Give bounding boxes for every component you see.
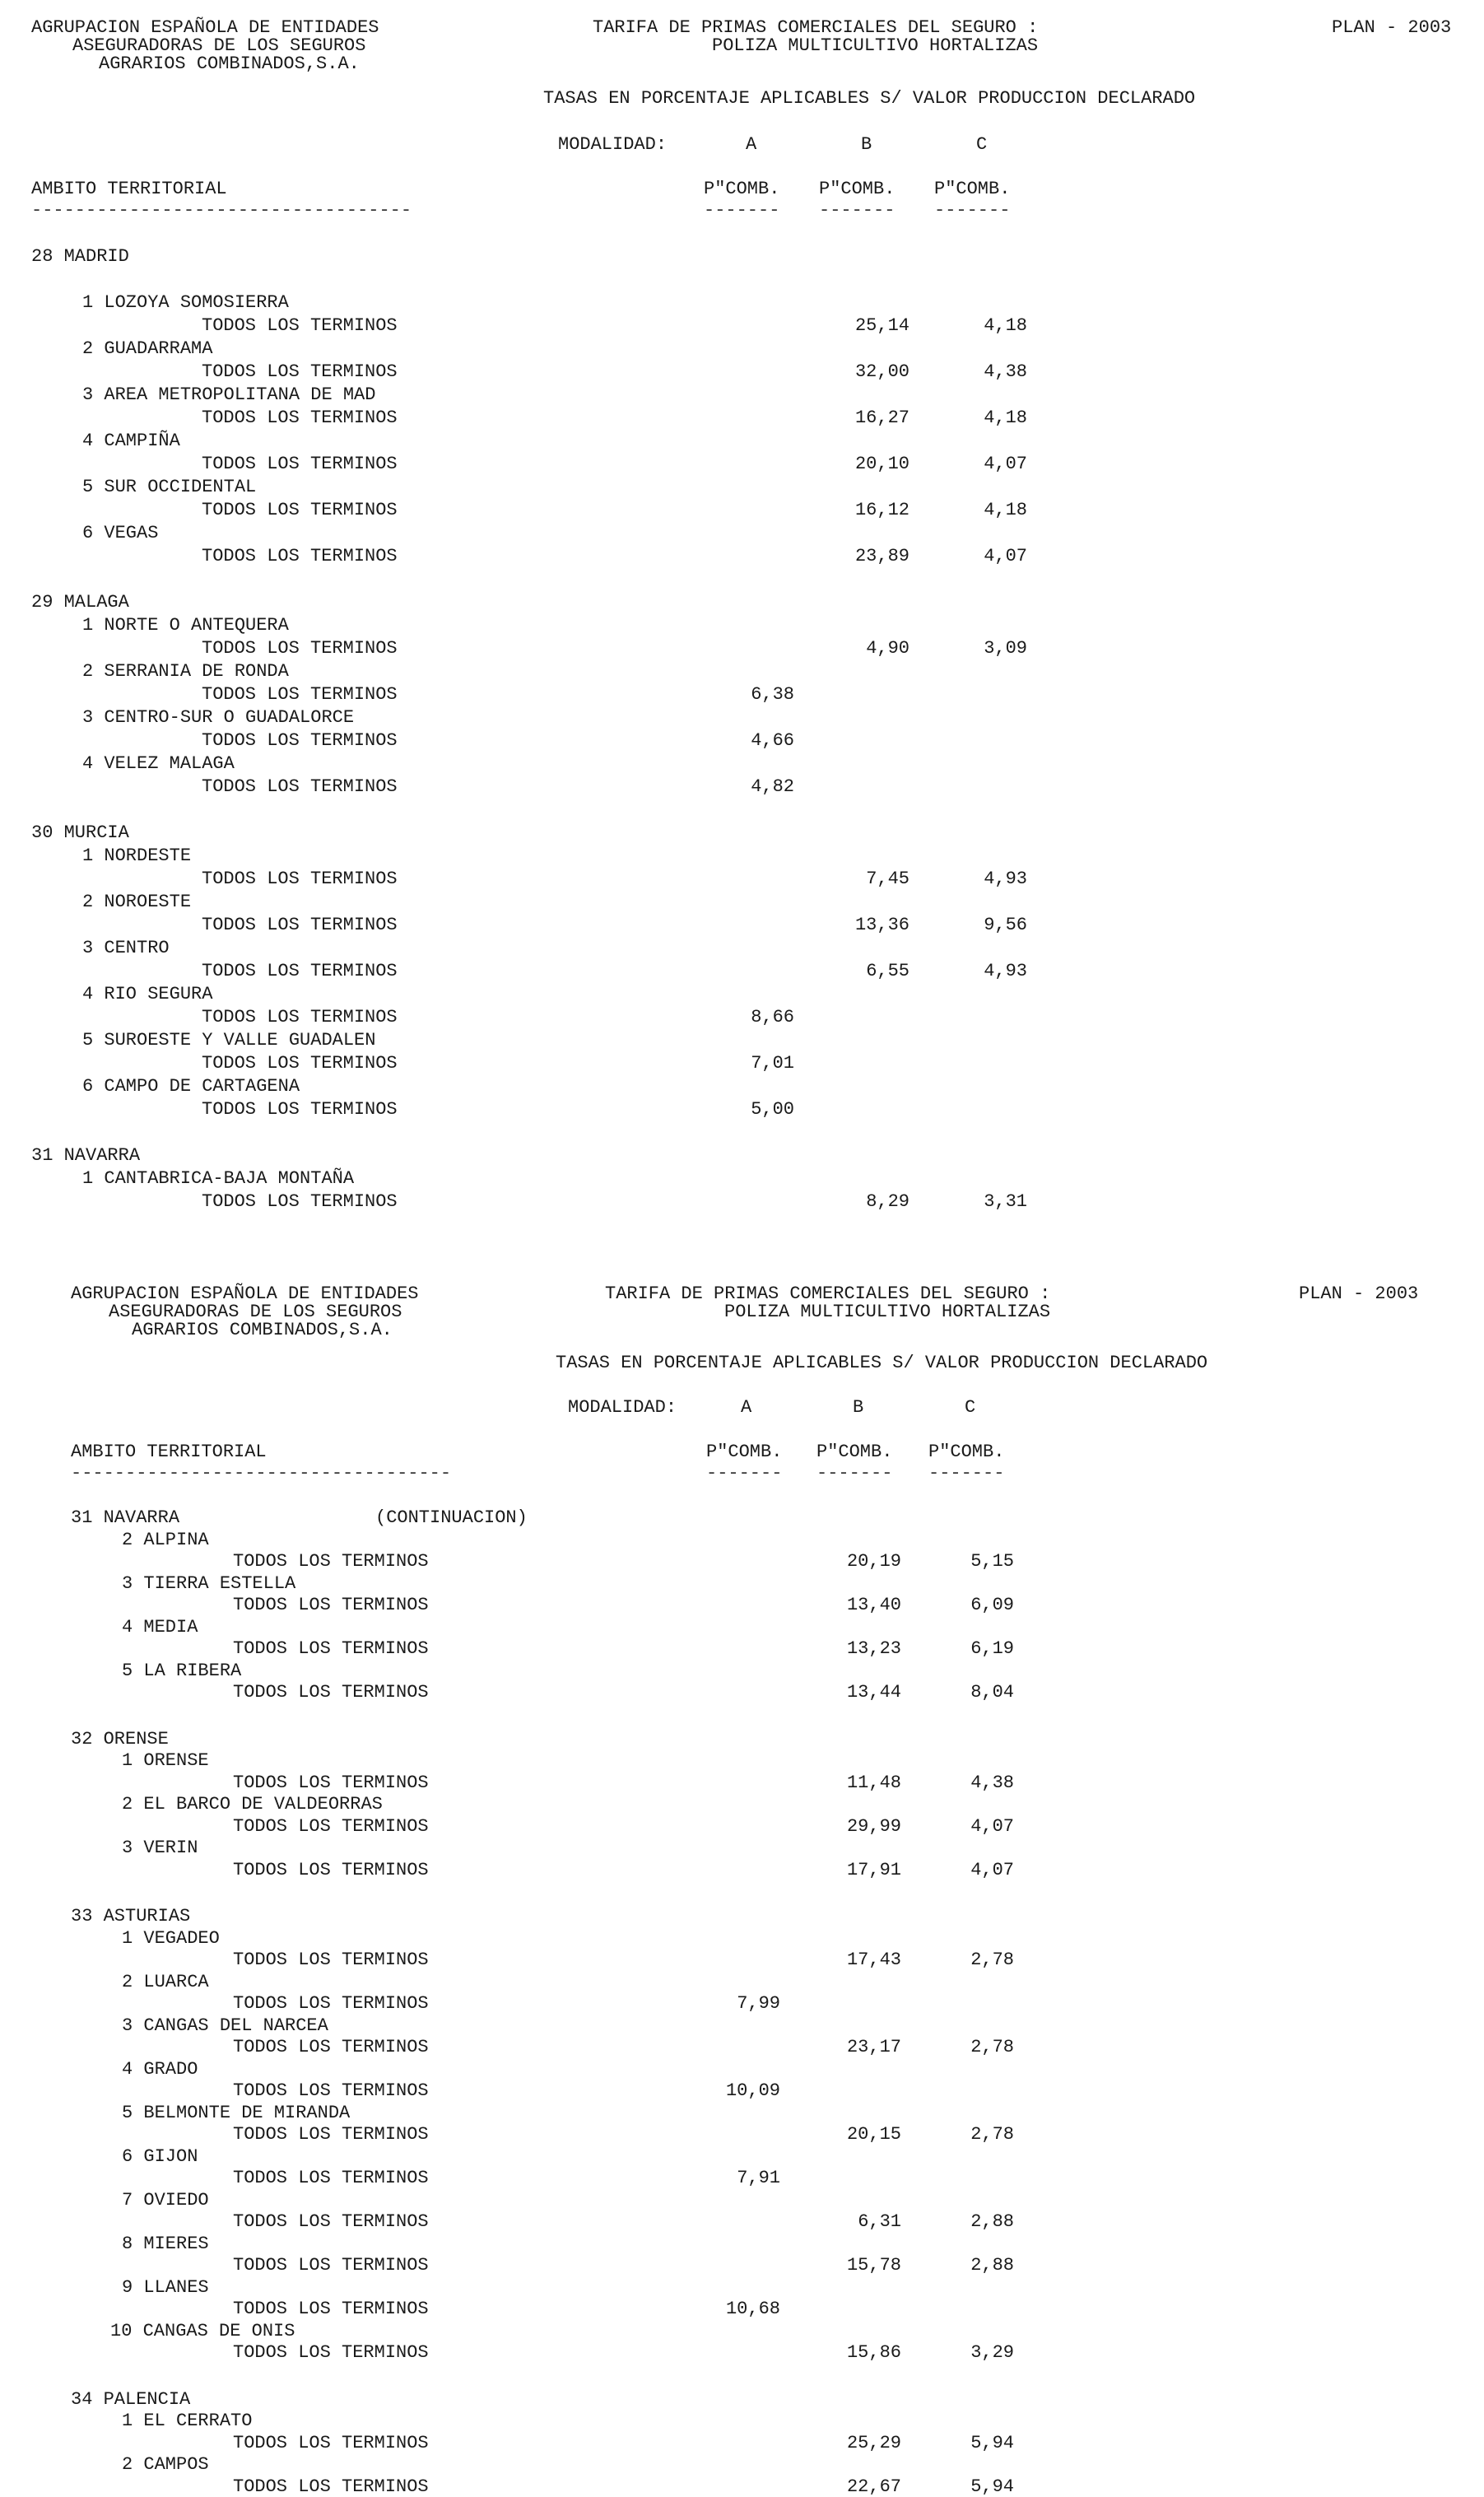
rate-modalidad-c: 2,88 xyxy=(970,2211,1014,2232)
rate-modalidad-b: 13,23 xyxy=(846,1638,901,1659)
province-heading: 33 ASTURIAS xyxy=(71,1906,191,1926)
rate-modalidad-c: 2,88 xyxy=(970,2255,1014,2276)
rate-modalidad-c: 4,07 xyxy=(970,1815,1014,1837)
column-header: P"COMB. xyxy=(704,179,780,199)
rate-modalidad-b: 23,17 xyxy=(846,2037,901,2057)
rate-modalidad-b: 17,91 xyxy=(846,1859,901,1880)
termino-label: TODOS LOS TERMINOS xyxy=(233,1595,429,1615)
column-divider: ------- xyxy=(816,1463,893,1484)
rate-modalidad-b: 7,45 xyxy=(866,869,909,889)
termino-label: TODOS LOS TERMINOS xyxy=(233,1815,429,1837)
termino-label: TODOS LOS TERMINOS xyxy=(233,1993,429,2014)
rate-modalidad-b: 20,19 xyxy=(846,1551,901,1572)
rate-modalidad-a: 10,09 xyxy=(725,2080,780,2101)
rate-modalidad-b: 32,00 xyxy=(854,361,909,382)
rate-modalidad-c: 4,07 xyxy=(970,1859,1014,1880)
rate-modalidad-c: 2,78 xyxy=(970,2124,1014,2145)
comarca-name: 6 VEGAS xyxy=(82,523,159,543)
comarca-name: 10 CANGAS DE ONIS xyxy=(110,2320,295,2341)
modalidad-c: C xyxy=(965,1397,976,1418)
rate-modalidad-c: 9,56 xyxy=(984,915,1027,935)
rate-modalidad-c: 4,18 xyxy=(984,500,1027,520)
rate-modalidad-b: 17,43 xyxy=(846,1950,901,1970)
column-divider: ------- xyxy=(704,200,780,221)
org-name-line: ASEGURADORAS DE LOS SEGUROS xyxy=(109,1302,402,1322)
rate-modalidad-b: 20,10 xyxy=(854,454,909,474)
rate-modalidad-b: 11,48 xyxy=(846,1772,901,1793)
rate-modalidad-b: 15,86 xyxy=(846,2342,901,2363)
rate-modalidad-b: 25,14 xyxy=(854,315,909,336)
rate-modalidad-c: 3,29 xyxy=(970,2342,1014,2363)
column-header: P"COMB. xyxy=(819,179,896,199)
comarca-name: 4 VELEZ MALAGA xyxy=(82,753,235,774)
plan-year: PLAN - 2003 xyxy=(1299,1283,1419,1304)
comarca-name: 6 GIJON xyxy=(122,2145,198,2167)
rate-modalidad-a: 4,82 xyxy=(751,776,794,797)
comarca-name: 2 SERRANIA DE RONDA xyxy=(82,661,289,682)
termino-label: TODOS LOS TERMINOS xyxy=(202,500,398,520)
rate-modalidad-b: 29,99 xyxy=(846,1815,901,1837)
termino-label: TODOS LOS TERMINOS xyxy=(233,2255,429,2276)
termino-label: TODOS LOS TERMINOS xyxy=(202,961,398,981)
org-name-line: AGRARIOS COMBINADOS,S.A. xyxy=(132,1320,393,1340)
termino-label: TODOS LOS TERMINOS xyxy=(202,730,398,751)
document-title: TARIFA DE PRIMAS COMERCIALES DEL SEGURO : xyxy=(605,1283,1051,1304)
modalidad-a: A xyxy=(741,1397,752,1418)
rate-modalidad-c: 5,15 xyxy=(970,1551,1014,1572)
termino-label: TODOS LOS TERMINOS xyxy=(233,2211,429,2232)
rate-modalidad-a: 7,01 xyxy=(751,1053,794,1074)
termino-label: TODOS LOS TERMINOS xyxy=(202,315,398,336)
termino-label: TODOS LOS TERMINOS xyxy=(233,2476,429,2497)
termino-label: TODOS LOS TERMINOS xyxy=(233,1859,429,1880)
column-divider: ------- xyxy=(934,200,1011,221)
comarca-name: 1 EL CERRATO xyxy=(122,2411,253,2431)
termino-label: TODOS LOS TERMINOS xyxy=(233,1950,429,1970)
rate-modalidad-c: 3,09 xyxy=(984,638,1027,659)
column-divider: ------- xyxy=(706,1463,783,1484)
modalidad-label: MODALIDAD: xyxy=(558,134,668,155)
termino-label: TODOS LOS TERMINOS xyxy=(233,2168,429,2188)
termino-label: TODOS LOS TERMINOS xyxy=(202,915,398,935)
column-header: P"COMB. xyxy=(816,1442,893,1462)
column-header: P"COMB. xyxy=(928,1442,1005,1462)
comarca-name: 4 CAMPIÑA xyxy=(82,431,180,451)
rate-modalidad-b: 23,89 xyxy=(854,546,909,566)
rate-modalidad-b: 16,12 xyxy=(854,500,909,520)
comarca-name: 2 GUADARRAMA xyxy=(82,338,213,359)
termino-label: TODOS LOS TERMINOS xyxy=(233,1551,429,1572)
rate-modalidad-a: 8,66 xyxy=(751,1007,794,1027)
rate-modalidad-a: 4,66 xyxy=(751,730,794,751)
comarca-name: 1 NORDESTE xyxy=(82,846,192,866)
org-name-line: ASEGURADORAS DE LOS SEGUROS xyxy=(72,35,366,56)
plan-year: PLAN - 2003 xyxy=(1332,17,1452,38)
termino-label: TODOS LOS TERMINOS xyxy=(233,2299,429,2319)
document-title: TARIFA DE PRIMAS COMERCIALES DEL SEGURO : xyxy=(593,17,1039,38)
province-heading: 31 NAVARRA xyxy=(31,1145,141,1166)
column-divider: ------- xyxy=(928,1463,1005,1484)
termino-label: TODOS LOS TERMINOS xyxy=(202,684,398,705)
termino-label: TODOS LOS TERMINOS xyxy=(202,1191,398,1212)
modalidad-c: C xyxy=(976,134,988,155)
termino-label: TODOS LOS TERMINOS xyxy=(233,1772,429,1793)
rate-modalidad-c: 2,78 xyxy=(970,1950,1014,1970)
comarca-name: 3 CENTRO-SUR O GUADALORCE xyxy=(82,707,355,728)
province-heading: 34 PALENCIA xyxy=(71,2388,191,2410)
column-header: P"COMB. xyxy=(934,179,1011,199)
comarca-name: 2 ALPINA xyxy=(122,1529,209,1550)
province-heading: 29 MALAGA xyxy=(31,592,129,613)
rate-modalidad-b: 13,36 xyxy=(854,915,909,935)
comarca-name: 4 MEDIA xyxy=(122,1616,198,1637)
rate-modalidad-c: 3,31 xyxy=(984,1191,1027,1212)
rate-modalidad-a: 7,91 xyxy=(737,2168,780,2188)
org-name-line: AGRUPACION ESPAÑOLA DE ENTIDADES xyxy=(31,17,379,38)
subtitle: TASAS EN PORCENTAJE APLICABLES S/ VALOR PRODUCCION DECLARADO xyxy=(556,1353,1208,1373)
rate-modalidad-c: 5,94 xyxy=(970,2432,1014,2453)
rate-modalidad-c: 6,19 xyxy=(970,1638,1014,1659)
rate-modalidad-b: 13,40 xyxy=(846,1595,901,1615)
termino-label: TODOS LOS TERMINOS xyxy=(233,2080,429,2101)
comarca-name: 4 RIO SEGURA xyxy=(82,984,213,1004)
rate-modalidad-c: 4,07 xyxy=(984,546,1027,566)
rate-modalidad-c: 4,07 xyxy=(984,454,1027,474)
termino-label: TODOS LOS TERMINOS xyxy=(202,776,398,797)
province-heading: 32 ORENSE xyxy=(71,1728,169,1749)
comarca-name: 5 BELMONTE DE MIRANDA xyxy=(122,2102,351,2123)
termino-label: TODOS LOS TERMINOS xyxy=(202,1099,398,1120)
continuation-note: (CONTINUACION) xyxy=(375,1507,528,1528)
rate-modalidad-c: 4,93 xyxy=(984,961,1027,981)
rate-modalidad-c: 4,93 xyxy=(984,869,1027,889)
rate-modalidad-c: 4,38 xyxy=(970,1772,1014,1793)
comarca-name: 3 AREA METROPOLITANA DE MAD xyxy=(82,384,376,405)
rate-modalidad-b: 25,29 xyxy=(846,2432,901,2453)
termino-label: TODOS LOS TERMINOS xyxy=(202,454,398,474)
rate-modalidad-b: 22,67 xyxy=(846,2476,901,2497)
comarca-name: 8 MIERES xyxy=(122,2233,209,2254)
comarca-name: 5 SUROESTE Y VALLE GUADALEN xyxy=(82,1030,376,1051)
termino-label: TODOS LOS TERMINOS xyxy=(233,2432,429,2453)
header-divider: ----------------------------------- xyxy=(31,200,412,221)
rate-modalidad-a: 5,00 xyxy=(751,1099,794,1120)
comarca-name: 1 CANTABRICA-BAJA MONTAÑA xyxy=(82,1168,355,1189)
termino-label: TODOS LOS TERMINOS xyxy=(202,546,398,566)
termino-label: TODOS LOS TERMINOS xyxy=(202,1053,398,1074)
comarca-name: 1 LOZOYA SOMOSIERRA xyxy=(82,292,289,313)
org-name-line: AGRUPACION ESPAÑOLA DE ENTIDADES xyxy=(71,1283,419,1304)
rate-modalidad-b: 4,90 xyxy=(866,638,909,659)
comarca-name: 1 NORTE O ANTEQUERA xyxy=(82,615,289,636)
rate-modalidad-c: 8,04 xyxy=(970,1682,1014,1703)
rate-modalidad-b: 6,55 xyxy=(866,961,909,981)
comarca-name: 3 CANGAS DEL NARCEA xyxy=(122,2015,328,2036)
modalidad-label: MODALIDAD: xyxy=(568,1397,677,1418)
subtitle: TASAS EN PORCENTAJE APLICABLES S/ VALOR PRODUCCION DECLARADO xyxy=(543,88,1196,109)
termino-label: TODOS LOS TERMINOS xyxy=(202,1007,398,1027)
comarca-name: 2 NOROESTE xyxy=(82,892,192,912)
comarca-name: 2 LUARCA xyxy=(122,1971,209,1992)
termino-label: TODOS LOS TERMINOS xyxy=(233,2342,429,2363)
rate-modalidad-b: 13,44 xyxy=(846,1682,901,1703)
termino-label: TODOS LOS TERMINOS xyxy=(202,869,398,889)
comarca-name: 3 CENTRO xyxy=(82,938,170,958)
comarca-name: 4 GRADO xyxy=(122,2058,198,2080)
termino-label: TODOS LOS TERMINOS xyxy=(233,2124,429,2145)
document-title: POLIZA MULTICULTIVO HORTALIZAS xyxy=(712,35,1039,56)
comarca-name: 5 SUR OCCIDENTAL xyxy=(82,477,257,497)
document-title: POLIZA MULTICULTIVO HORTALIZAS xyxy=(724,1302,1051,1322)
rate-modalidad-a: 10,68 xyxy=(725,2299,780,2319)
termino-label: TODOS LOS TERMINOS xyxy=(202,638,398,659)
org-name-line: AGRARIOS COMBINADOS,S.A. xyxy=(99,54,360,74)
rate-modalidad-a: 7,99 xyxy=(737,1993,780,2014)
modalidad-b: B xyxy=(853,1397,864,1418)
rate-modalidad-b: 8,29 xyxy=(866,1191,909,1212)
header-divider: ----------------------------------- xyxy=(71,1463,452,1484)
rate-modalidad-b: 16,27 xyxy=(854,408,909,428)
rate-modalidad-b: 6,31 xyxy=(858,2211,901,2232)
column-header: P"COMB. xyxy=(706,1442,783,1462)
rate-modalidad-c: 5,94 xyxy=(970,2476,1014,2497)
comarca-name: 2 EL BARCO DE VALDEORRAS xyxy=(122,1794,383,1815)
comarca-name: 6 CAMPO DE CARTAGENA xyxy=(82,1076,300,1097)
rate-modalidad-c: 4,18 xyxy=(984,408,1027,428)
province-heading: 30 MURCIA xyxy=(31,822,129,843)
rate-modalidad-c: 6,09 xyxy=(970,1595,1014,1615)
termino-label: TODOS LOS TERMINOS xyxy=(202,361,398,382)
comarca-name: 7 OVIEDO xyxy=(122,2189,209,2210)
termino-label: TODOS LOS TERMINOS xyxy=(202,408,398,428)
termino-label: TODOS LOS TERMINOS xyxy=(233,1638,429,1659)
rate-modalidad-c: 4,38 xyxy=(984,361,1027,382)
modalidad-a: A xyxy=(746,134,757,155)
comarca-name: 3 VERIN xyxy=(122,1838,198,1858)
rate-modalidad-c: 4,18 xyxy=(984,315,1027,336)
rate-modalidad-a: 6,38 xyxy=(751,684,794,705)
comarca-name: 5 LA RIBERA xyxy=(122,1660,242,1681)
termino-label: TODOS LOS TERMINOS xyxy=(233,1682,429,1703)
ambito-territorial-header: AMBITO TERRITORIAL xyxy=(71,1442,267,1462)
province-heading: 31 NAVARRA xyxy=(71,1507,180,1528)
comarca-name: 1 VEGADEO xyxy=(122,1927,220,1949)
termino-label: TODOS LOS TERMINOS xyxy=(233,2037,429,2057)
comarca-name: 9 LLANES xyxy=(122,2276,209,2298)
rate-modalidad-c: 2,78 xyxy=(970,2037,1014,2057)
comarca-name: 1 ORENSE xyxy=(122,1750,209,1771)
province-heading: 28 MADRID xyxy=(31,246,129,267)
column-divider: ------- xyxy=(819,200,896,221)
rate-modalidad-b: 20,15 xyxy=(846,2124,901,2145)
rate-modalidad-b: 15,78 xyxy=(846,2255,901,2276)
comarca-name: 3 TIERRA ESTELLA xyxy=(122,1572,296,1594)
modalidad-b: B xyxy=(861,134,872,155)
comarca-name: 2 CAMPOS xyxy=(122,2454,209,2475)
ambito-territorial-header: AMBITO TERRITORIAL xyxy=(31,179,227,199)
